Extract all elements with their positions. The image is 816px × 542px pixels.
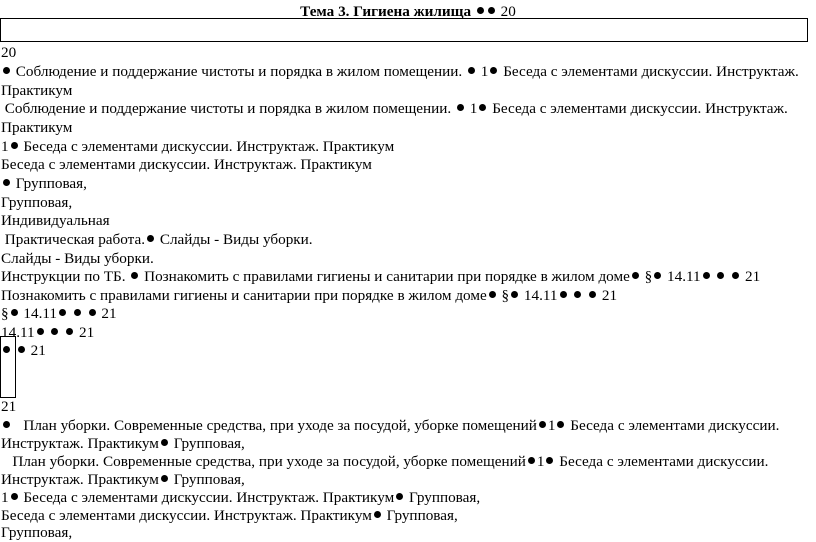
text-line: [1, 434, 245, 453]
text-segment: 21: [1, 398, 17, 415]
bullet-icon: [457, 104, 464, 111]
bullet-icon: [546, 457, 553, 464]
bullet-icon: [3, 179, 10, 186]
text-segment: Практикум: [1, 82, 73, 99]
text-segment: Беседа с элементами дискуссии.: [570, 417, 780, 434]
text-segment: 1: [547, 417, 556, 434]
text-segment: Беседа с элементами дискуссии. Инструктаж. Практикум: [1, 156, 372, 173]
bullet-icon: [161, 439, 168, 446]
text-segment: План уборки. Современные средства, при уходе за посудой, уборке помещений: [23, 417, 537, 434]
text-segment: 14.11: [23, 305, 57, 322]
text-segment: 1: [1, 489, 9, 506]
bullet-icon: [539, 421, 546, 428]
text-line: [1, 81, 72, 100]
bullet-icon: [66, 328, 73, 335]
bullet-icon: [18, 346, 25, 353]
bullet-icon: [468, 67, 475, 74]
bullet-icon: [89, 309, 96, 316]
text-segment: 14.11: [667, 268, 701, 285]
bullet-icon: [74, 309, 81, 316]
text-segment: Познакомить с правилами гигиены и санитарии при порядке в жилом доме: [144, 268, 630, 285]
bullet-icon: [589, 291, 596, 298]
text-line: [1, 211, 110, 230]
text-line: [1, 470, 245, 489]
text-segment: Практическая работа.: [4, 231, 146, 248]
text-segment: Соблюдение и поддержание чистоты и порядка в жилом помещении.: [4, 100, 452, 117]
text-line: [1, 43, 16, 62]
text-segment: Групповая,: [1, 194, 73, 211]
bullet-icon: [528, 457, 535, 464]
text-line: [1, 416, 779, 435]
bullet-icon: [374, 511, 381, 518]
text-segment: Групповая,: [1, 524, 73, 541]
text-segment: Групповая,: [173, 471, 245, 488]
text-segment: 1: [536, 453, 545, 470]
bullet-icon: [479, 104, 486, 111]
text-segment: Слайды - Виды уборки.: [1, 250, 154, 267]
text-line: [1, 99, 788, 118]
bullet-icon: [574, 291, 581, 298]
text-segment: 14.11: [1, 324, 35, 341]
text-segment: Индивидуальная: [1, 212, 110, 229]
bullet-icon: [11, 309, 18, 316]
text-segment: Беседа с элементами дискуссии. Инструктаж.: [503, 63, 799, 80]
bullet-icon: [489, 291, 496, 298]
text-line: [1, 488, 480, 507]
bullet-icon: [11, 493, 18, 500]
text-line: [1, 249, 154, 268]
text-line: [1, 452, 768, 471]
bullet-icon: [632, 272, 639, 279]
empty-table-cell: [0, 18, 808, 42]
bullet-icon: [3, 67, 10, 74]
title-text: Тема 3. Гигиена жилища: [300, 3, 472, 20]
text-segment: 21: [601, 287, 618, 304]
text-segment: Познакомить с правилами гигиены и санитарии при порядке в жилом доме: [1, 287, 487, 304]
text-line: [1, 62, 799, 81]
text-segment: Слайды - Виды уборки.: [159, 231, 313, 248]
text-segment: Беседа с элементами дискуссии. Инструктаж. Практикум: [23, 489, 395, 506]
bullet-icon: [477, 7, 484, 14]
text-segment: Беседа с элементами дискуссии.: [559, 453, 769, 470]
bullet-icon: [37, 328, 44, 335]
text-line: [1, 174, 87, 193]
text-segment: Групповая,: [15, 175, 87, 192]
text-segment: Беседа с элементами дискуссии. Инструктаж. Практикум: [23, 138, 395, 155]
text-line: [1, 267, 760, 286]
bullet-icon: [732, 272, 739, 279]
text-segment: 1: [469, 100, 478, 117]
bullet-icon: [654, 272, 661, 279]
bullet-icon: [131, 272, 138, 279]
bullet-icon: [3, 421, 10, 428]
text-segment: Инструктаж. Практикум: [1, 471, 159, 488]
text-segment: Инструкции по ТБ.: [1, 268, 126, 285]
bullet-icon: [488, 7, 495, 14]
text-segment: 21: [30, 342, 46, 359]
text-line: [1, 155, 372, 174]
text-line: [1, 397, 16, 416]
text-segment: 14.11: [523, 287, 558, 304]
text-segment: План уборки. Современные средства, при уходе за посудой, уборке помещений: [12, 453, 526, 470]
empty-table-cell: [0, 336, 16, 398]
text-segment: 1: [480, 63, 489, 80]
text-segment: Групповая,: [173, 435, 245, 452]
bullet-icon: [717, 272, 724, 279]
bullet-icon: [59, 309, 66, 316]
text-segment: Беседа с элементами дискуссии. Инструктаж.: [492, 100, 788, 117]
text-line: [1, 286, 617, 305]
bullet-icon: [703, 272, 710, 279]
bullet-icon: [560, 291, 567, 298]
text-line: [1, 193, 72, 212]
text-segment: §: [1, 305, 9, 322]
bullet-icon: [147, 235, 154, 242]
text-line: [1, 304, 117, 323]
text-segment: 21: [745, 268, 761, 285]
text-segment: 1: [1, 138, 9, 155]
text-segment: 20: [1, 44, 17, 61]
text-segment: Беседа с элементами дискуссии. Инструктаж. Практикум: [1, 507, 372, 524]
text-segment: Групповая,: [386, 507, 458, 524]
text-segment: 21: [79, 324, 95, 341]
bullet-icon: [557, 421, 564, 428]
text-line: [1, 137, 394, 156]
bullet-icon: [511, 291, 518, 298]
bullet-icon: [11, 142, 18, 149]
text-line: [1, 523, 72, 542]
text-segment: §: [644, 268, 653, 285]
bullet-icon: [490, 67, 497, 74]
text-segment: Соблюдение и поддержание чистоты и порядка в жилом помещении.: [15, 63, 463, 80]
bullet-icon: [396, 493, 403, 500]
text-segment: Групповая,: [409, 489, 481, 506]
text-segment: 21: [101, 305, 117, 322]
bullet-icon: [51, 328, 58, 335]
text-line: [1, 118, 72, 137]
text-line: [1, 230, 313, 249]
text-segment: §: [501, 287, 510, 304]
bullet-icon: [161, 475, 168, 482]
text-segment: Инструктаж. Практикум: [1, 435, 159, 452]
text-segment: Практикум: [1, 119, 73, 136]
title-number: 20: [500, 3, 516, 20]
